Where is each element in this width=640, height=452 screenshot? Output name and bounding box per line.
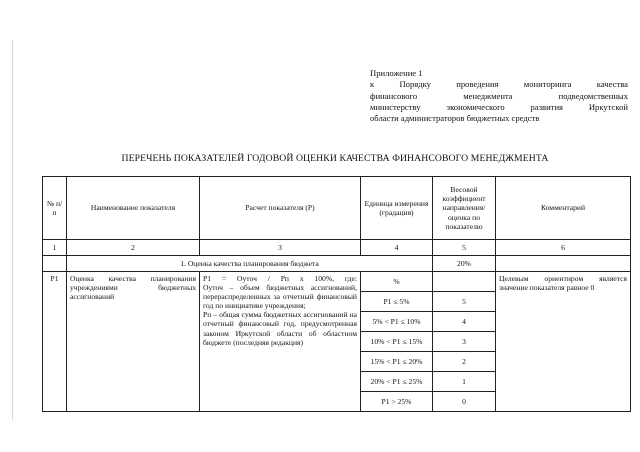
header-comment: Комментарий: [496, 177, 631, 240]
gradation-range: 10% < P1 ≤ 15%: [361, 332, 433, 352]
calc-definition: Рп – общая сумма бюджетных ассигнований на отчетный финансовый год, предусмотренная законом Иркутской области об областном бюджете (последняя редакция): [203, 310, 357, 347]
column-number: 5: [433, 240, 496, 256]
column-number: 6: [496, 240, 631, 256]
header-num: № п/п: [43, 177, 67, 240]
gradation-range: 20% < P1 ≤ 25%: [361, 372, 433, 392]
column-number: 3: [200, 240, 361, 256]
calc-definition: Оуточ – объем бюджетных ассигнований, перераспределенных за отчетный финансовый год по инициативе учреждения;: [203, 283, 357, 311]
indicators-table: [42, 176, 631, 412]
column-number: 1: [43, 240, 67, 256]
table-header-row: [43, 177, 631, 240]
gradation-range: P1 > 25%: [361, 392, 433, 412]
gradation-score: 3: [433, 332, 496, 352]
gradation-score: 4: [433, 312, 496, 332]
header-name: Наименование показателя: [67, 177, 200, 240]
section-num-empty: [43, 256, 67, 272]
table-row: [43, 272, 631, 292]
gradation-score: 5: [433, 292, 496, 312]
appendix-line: к Порядку проведения мониторинга качества: [370, 79, 628, 90]
weight-empty: [433, 272, 496, 292]
appendix-line: министерству экономического развития Иркутской: [370, 101, 628, 112]
gradation-score: 0: [433, 392, 496, 412]
header-weight: Весовой коэффициент направления/ оценка по показателю: [433, 177, 496, 240]
indicator-num: P1: [43, 272, 67, 412]
section-row: [43, 256, 631, 272]
appendix-line: области администраторов бюджетных средств: [370, 113, 540, 124]
gradation-range: 15% < P1 ≤ 20%: [361, 352, 433, 372]
header-unit: Единица измерения (градация): [361, 177, 433, 240]
indicator-comment: Целевым ориентиром является значение показателя равное 0: [496, 272, 631, 412]
appendix-header: [370, 68, 628, 124]
gradation-range: 5% < P1 ≤ 10%: [361, 312, 433, 332]
gradation-score: 1: [433, 372, 496, 392]
section-comment-empty: [496, 256, 631, 272]
column-number: 2: [67, 240, 200, 256]
indicator-name: Оценка качества планирования учреждениями бюджетных ассигнований: [67, 272, 200, 412]
appendix-line: финансового менеджмента подведомственных: [370, 90, 628, 101]
column-number: 4: [361, 240, 433, 256]
calc-formula: P1 = Оуточ / Рп х 100%, где:: [203, 274, 357, 283]
appendix-line: Приложение 1: [370, 68, 423, 78]
document-title: ПЕРЕЧЕНЬ ПОКАЗАТЕЛЕЙ ГОДОВОЙ ОЦЕНКИ КАЧЕСТВА ФИНАНСОВОГО МЕНЕДЖМЕНТА: [121, 153, 549, 164]
gradation-range: P1 ≤ 5%: [361, 292, 433, 312]
section-title: 1. Оценка качества планирования бюджета: [67, 256, 433, 272]
page-edge-line: [12, 40, 13, 420]
section-weight: 20%: [433, 256, 496, 272]
column-numbers-row: [43, 240, 631, 256]
header-calc: Расчет показателя (P): [200, 177, 361, 240]
gradation-score: 2: [433, 352, 496, 372]
unit-header: %: [361, 272, 433, 292]
indicator-calc: [200, 272, 361, 412]
